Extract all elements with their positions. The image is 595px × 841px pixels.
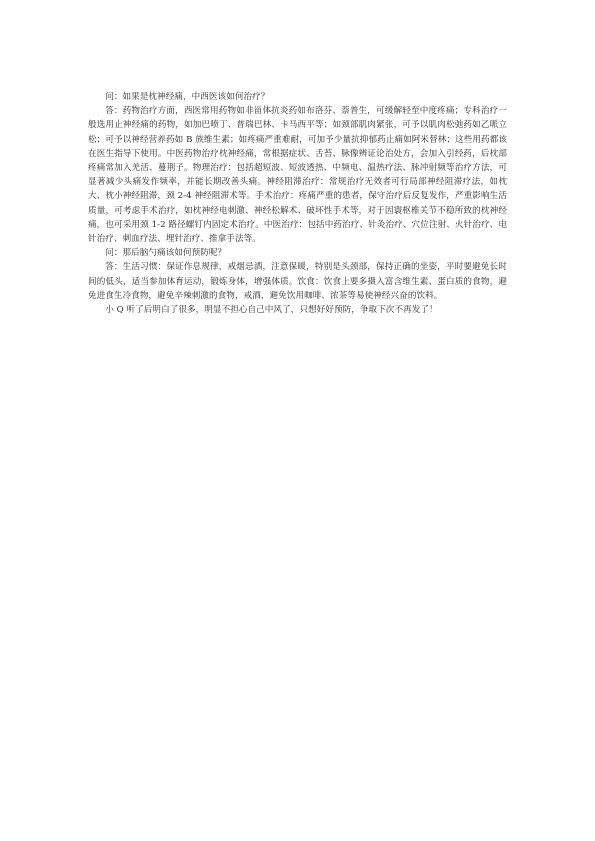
closing-paragraph: 小 Q 听了后明白了很多，明显不担心自己中风了，只想好好预防，争取下次不再发了！ [105, 305, 438, 316]
question-1: 问：如果是枕神经痛，中西医该如何治疗？ [105, 92, 270, 102]
question-2: 问：那后脑勺痛该如何预防呢？ [105, 248, 227, 259]
answer-2: 答：生活习惯：保证作息规律，戒烟忌酒，注意保暖，特别是头颈部，保持正确的坐姿，平时要避免长时间的低头，适当参加体育运动，锻炼身体，增强体质。饮食：饮食上要多摄入富含维生素、蛋白质的食物，避免进食生冷食物，避免辛辣刺激的食物，戒酒，避免饮用咖啡、浓茶等易使神经兴奋的饮料。 [88, 262, 507, 301]
answer-1: 答：药物治疗方面，西医常用药物如非甾体抗炎药如布洛芬、萘普生，可缓解轻至中度疼痛；专科治疗一般选用止神经痛的药物，如加巴喷丁、普瑞巴林、卡马西平等；如颈部肌肉紧张，可予以肌肉松弛药如乙哌立松；可予以神经营养药如 B 族维生素；如疼痛严重难耐，可加予少量抗抑郁药止痛如阿米替林；这些用药都该在医生指导下使用。中医药物治疗枕神经痛，常根据症状、舌苔、脉像辨证论治处方，会加入引经药，后枕部疼痛常加入羌活、蔓荆子。物理治疗：包括超短波、短波透热、中频电、温热疗法、脉冲射频等治疗方法，可显著减少头痛发作频率，并能长期改善头痛。神经阻滞治疗：常规治疗无效者可行局部神经阻滞疗法，如枕大、枕小神经阻滞，颈 2-4 神经阻滞术等。手术治疗：疼痛严重的患者，保守治疗后反复发作，严重影响生活质量，可考虑手术治疗，如枕神经电刺激、神经松解术、破坏性手术等，对于因寰枢椎关节不稳所致的枕神经痛，也可采用颈 1-2 路径螺钉内固定术治疗。中医治疗：包括中药治疗、针灸治疗、穴位注射、火针治疗、电针治疗、刺血疗法、埋针治疗、推拿手法等。 [88, 106, 507, 245]
